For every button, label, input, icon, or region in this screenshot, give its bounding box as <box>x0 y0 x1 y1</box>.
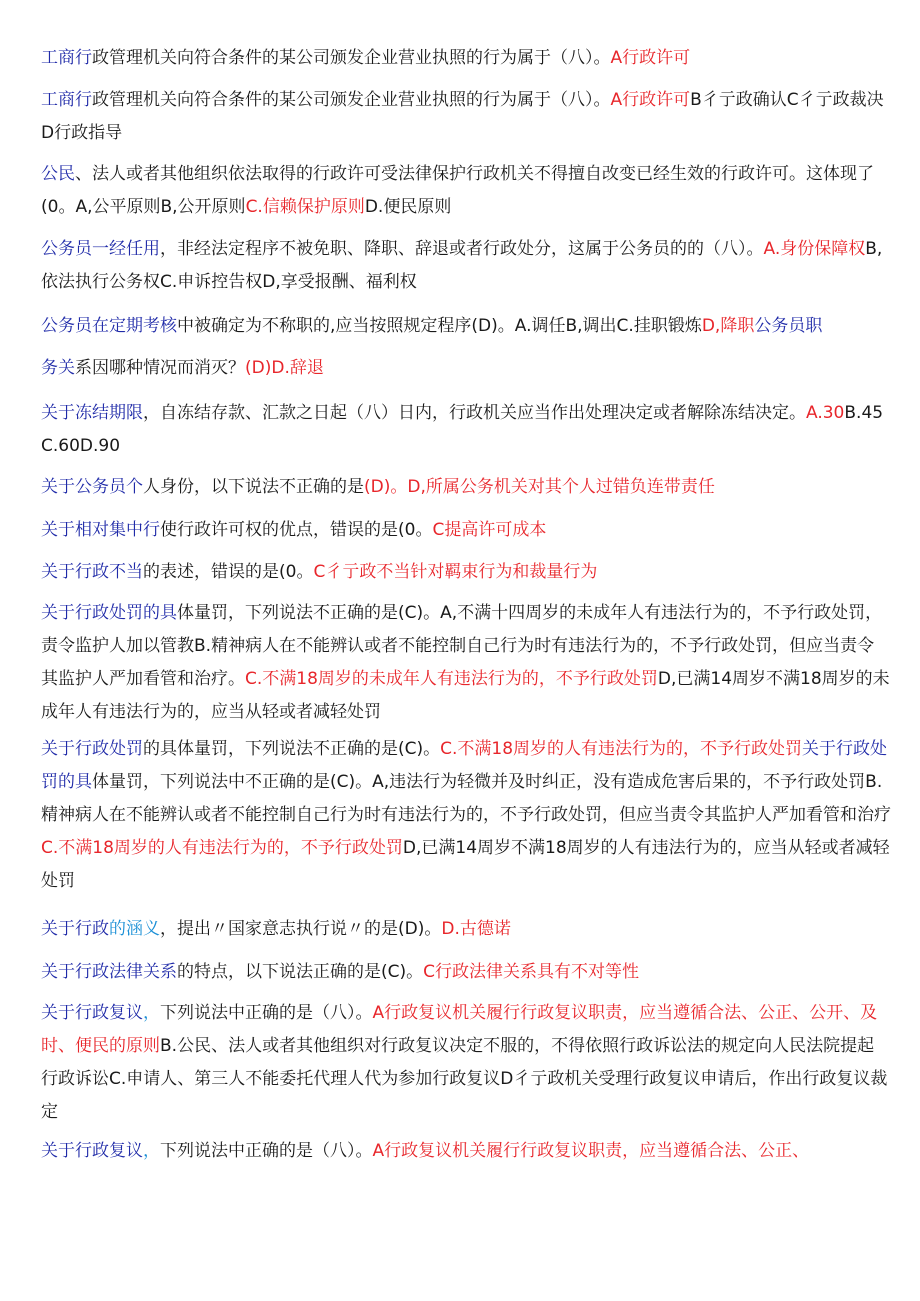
text-run: 关于公务员个 <box>41 477 143 497</box>
question-paragraph <box>41 733 891 898</box>
text-run: 的涵义 <box>109 919 160 939</box>
text-run: 务关 <box>41 358 75 378</box>
text-run: 体量罚，下列说法中不正确的是(C)。A,违法行为轻微并及时纠正，没有造成危害后果的，不予行政处罚B.精神病人在不能辨认或者不能控制自己行为时有违法行为的，不予行政处罚，但应当责令其监护人严加看管和治疗 <box>41 772 891 825</box>
question-paragraph <box>41 471 891 504</box>
text-run: C.信赖保护原则 <box>245 197 365 217</box>
text-run: ，非经法定程序不被免职、降职、辞退或者行政处分，这属于公务员的的（八）。 <box>160 239 764 259</box>
text-run: 、法人或者其他组织依法取得的行政许可受法律保护行政机关不得擅自改变已经生效的行政许可。这体现了(0。A,公平原则B,公开原则 <box>41 164 874 217</box>
question-paragraph <box>41 158 891 224</box>
text-run: C.不满18周岁的人有违法行为的，不予行政处罚 <box>440 739 803 759</box>
text-run: 政管理机关向符合条件的某公司颁发企业营业执照的行为属于（八）。 <box>92 90 611 110</box>
question-paragraph <box>41 514 891 547</box>
text-run: 下列说法中正确的是（八）。 <box>160 1141 373 1161</box>
text-run: D,已满14周岁不满18周岁的人有违法行为的，应当从轻或者减轻处罚 <box>41 838 890 891</box>
text-run: 人身份，以下说法不正确的是 <box>143 477 364 497</box>
question-paragraph <box>41 42 891 75</box>
text-run: 系因哪种情况而消灭？ <box>75 358 245 378</box>
text-run: ，提出〃国家意志执行说〃的是(D)。 <box>160 919 442 939</box>
question-paragraph <box>41 597 891 729</box>
text-run: A行政许可 <box>610 90 691 110</box>
question-paragraph <box>41 233 891 299</box>
text-run: 的表述，错误的是(0。 <box>143 562 314 582</box>
question-paragraph <box>41 913 891 946</box>
text-run: ， <box>143 1141 160 1161</box>
text-run: 关于行政处罚的具 <box>41 603 177 623</box>
question-paragraph <box>41 956 891 989</box>
text-run: B.45C.60D.90 <box>41 403 884 456</box>
text-run: D.便民原则 <box>364 197 452 217</box>
text-run: 关于冻结期限 <box>41 403 143 423</box>
text-run: 政管理机关向符合条件的某公司颁发企业营业执照的行为属于（八）。 <box>92 48 611 68</box>
text-run: 公务员一经任用 <box>41 239 160 259</box>
text-run: 关于行政处罚的具 <box>41 739 888 792</box>
text-run: D,降职 <box>701 316 755 336</box>
text-run: C.不满18周岁的未成年人有违法行为的，不予行政处罚 <box>245 669 658 689</box>
text-run: 关于行政不当 <box>41 562 143 582</box>
question-paragraph <box>41 997 891 1129</box>
text-run: A.身份保障权 <box>763 239 866 259</box>
text-run: A行政复议机关履行行政复议职责，应当遵循合法、公正、 <box>372 1141 810 1161</box>
question-paragraph <box>41 352 891 385</box>
text-run: 关于行政法律关系 <box>41 962 177 982</box>
text-run: B,依法执行公务权C.申诉控告权D,享受报酬、福利权 <box>41 239 883 292</box>
text-run: C彳亍政不当针对羁束行为和裁量行为 <box>313 562 598 582</box>
text-run: 关于行政复议 <box>41 1141 143 1161</box>
text-run: D.古德诺 <box>441 919 511 939</box>
text-run: 关于行政复议 <box>41 1003 143 1023</box>
text-run: ， <box>143 1003 160 1023</box>
text-run: A行政复议机关履行行政复议职责，应当遵循合法、公正、公开、及时、便民的原则 <box>41 1003 878 1056</box>
text-run: (D)。D,所属公务机关对其个人过错负连带责任 <box>364 477 715 497</box>
text-run: 工商行 <box>41 90 92 110</box>
question-paragraph <box>41 1135 891 1168</box>
question-paragraph <box>41 397 891 463</box>
text-run: (D)D.辞退 <box>245 358 324 378</box>
text-run: 中被确定为不称职的,应当按照规定程序(D)。A.调任B,调出C.挂职锻炼 <box>177 316 702 336</box>
text-run: A行政许可 <box>610 48 691 68</box>
question-paragraph <box>41 556 891 589</box>
text-run: C.不满18周岁的人有违法行为的，不予行政处罚 <box>41 838 403 858</box>
text-run: 体量罚，下列说法不正确的是(C)。A,不满十四周岁的未成年人有违法行为的，不予行政处罚，责令监护人加以管教B.精神病人在不能辨认或者不能控制自己行为时有违法行为的，不予行政处罚，但应当责令其监护人严加看管和治疗。 <box>41 603 883 689</box>
question-paragraph <box>41 84 891 150</box>
text-run: D,已满14周岁不满18周岁的未成年人有违法行为的，应当从轻或者减轻处罚 <box>41 669 890 722</box>
text-run: 使行政许可权的优点，错误的是(0。 <box>160 520 433 540</box>
text-run: 的特点，以下说法正确的是(C)。 <box>177 962 424 982</box>
text-run: 下列说法中正确的是（八）。 <box>160 1003 373 1023</box>
text-run: B彳亍政确认C彳亍政裁决D行政指导 <box>41 90 884 143</box>
text-run: ，自冻结存款、汇款之日起（八）日内，行政机关应当作出处理决定或者解除冻结决定。 <box>143 403 806 423</box>
text-run: 关于行政处罚 <box>41 739 143 759</box>
text-run: B.公民、法人或者其他组织对行政复议决定不服的，不得依照行政诉讼法的规定向人民法院提起行政诉讼C.申请人、第三人不能委托代理人代为参加行政复议D彳亍政机关受理行政复议申请后，作出行政复议裁定 <box>41 1036 888 1122</box>
text-run: 公民 <box>41 164 75 184</box>
text-run: C提高许可成本 <box>432 520 547 540</box>
text-run: C行政法律关系具有不对等性 <box>423 962 640 982</box>
question-paragraph <box>41 310 891 343</box>
text-run: A.30 <box>806 403 845 423</box>
text-run: 工商行 <box>41 48 92 68</box>
text-run: 公务员在定期考核 <box>41 316 177 336</box>
text-run: 关于行政 <box>41 919 109 939</box>
text-run: 公务员职 <box>754 316 823 336</box>
text-run: 的具体量罚，下列说法不正确的是(C)。 <box>143 739 441 759</box>
text-run: 关于相对集中行 <box>41 520 160 540</box>
